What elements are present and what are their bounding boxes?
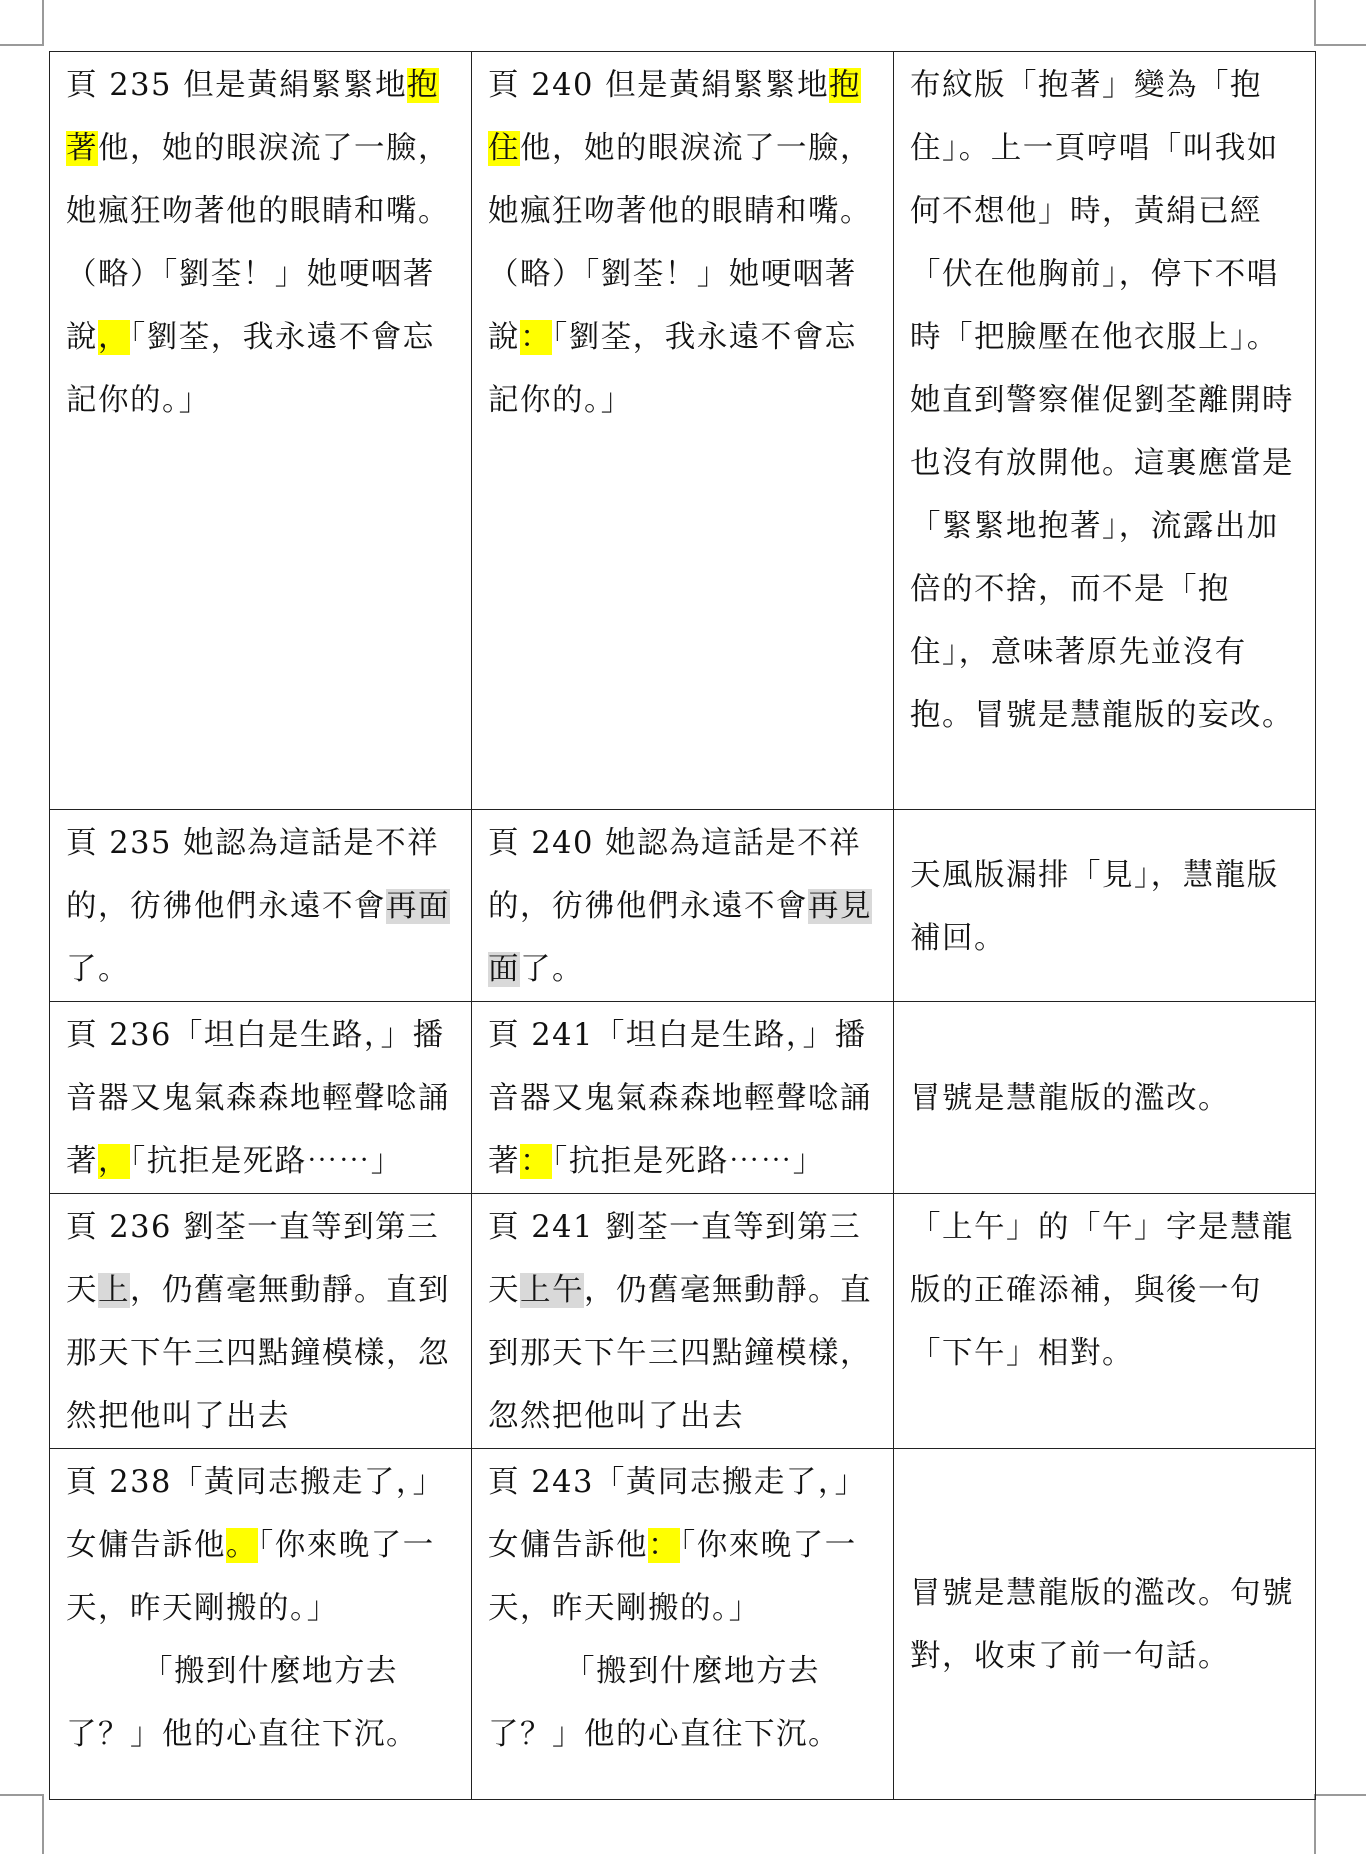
table-row [50,1194,1316,1449]
table-row [50,810,1316,1002]
note-cell: 冒號是慧龍版的濫改。句號對，收束了前一句話。 [894,1449,1316,1800]
highlight-gray: 上午 [520,1273,584,1308]
note-cell: 布紋版「抱著」變為「抱住」。上一頁哼唱「叫我如何不想他」時，黃絹已經「伏在他胸前」，停下不唱時「把臉壓在他衣服上」。她直到警察催促劉荃離開時也沒有放開他。這裏應當是「緊緊地抱著」，流露出加倍的不捨，而不是「抱住」，意味著原先並沒有抱。冒號是慧龍版的妄改。 [894,52,1316,810]
huilong-text-cell: 頁 241「坦白是生路，」播音器又鬼氣森森地輕聲唸誦著：「抗拒是死路⋯⋯」 [472,1002,894,1194]
tianfeng-text-cell: 頁 236 劉荃一直等到第三天上，仍舊毫無動靜。直到那天下午三四點鐘模樣，忽然把他叫了出去 [50,1194,472,1449]
tianfeng-text-cell: 頁 238「黃同志搬走了，」女傭告訴他。「你來晚了一天，昨天剛搬的。」 「搬到什麼地方去了？」他的心直往下沉。 [50,1449,472,1800]
comparison-table [49,51,1316,1800]
crop-mark-bottom-right-vertical [1314,1794,1316,1854]
table-row [50,1449,1316,1800]
huilong-text-cell: 頁 240 但是黃絹緊緊地抱住他，她的眼淚流了一臉，她瘋狂吻著他的眼睛和嘴。（略）「劉荃！」她哽咽著說：「劉荃，我永遠不會忘記你的。」 [472,52,894,810]
table-row [50,1002,1316,1194]
highlight-gray: 上 [98,1273,130,1308]
note-cell: 「上午」的「午」字是慧龍版的正確添補，與後一句「下午」相對。 [894,1194,1316,1449]
highlight-yellow: ： [520,320,552,355]
huilong-text-cell: 頁 240 她認為這話是不祥的，彷彿他們永遠不會再見面了。 [472,810,894,1002]
tianfeng-text-cell: 頁 235 但是黃絹緊緊地抱著他，她的眼淚流了一臉，她瘋狂吻著他的眼睛和嘴。（略）「劉荃！」她哽咽著說，「劉荃，我永遠不會忘記你的。」 [50,52,472,810]
huilong-text-cell: 頁 243「黃同志搬走了，」女傭告訴他：「你來晚了一天，昨天剛搬的。」 「搬到什麼地方去了？」他的心直往下沉。 [472,1449,894,1800]
highlight-yellow: ： [520,1144,552,1179]
crop-mark-top-right-vertical [1314,0,1316,44]
note-cell: 天風版漏排「見」，慧龍版補回。 [894,810,1316,1002]
highlight-yellow: ： [648,1528,680,1563]
crop-mark-bottom-left-horizontal [0,1794,44,1796]
highlight-yellow: 抱住 [488,68,862,166]
table-row [50,52,1316,810]
tianfeng-text-cell: 頁 235 她認為這話是不祥的，彷彿他們永遠不會再面了。 [50,810,472,1002]
crop-mark-bottom-right-horizontal [1314,1794,1366,1796]
highlight-gray: 再面 [386,889,450,924]
highlight-yellow: 抱著 [66,68,440,166]
crop-mark-top-right-horizontal [1314,44,1366,46]
crop-mark-top-left-vertical [42,0,44,44]
crop-mark-top-left-horizontal [0,44,44,46]
highlight-yellow: ， [98,320,130,355]
huilong-text-cell: 頁 241 劉荃一直等到第三天上午，仍舊毫無動靜。直到那天下午三四點鐘模樣，忽然把他叫了出去 [472,1194,894,1449]
crop-mark-bottom-left-vertical [42,1794,44,1854]
highlight-gray: 再見面 [488,889,872,987]
highlight-yellow: ， [98,1144,130,1179]
note-cell: 冒號是慧龍版的濫改。 [894,1002,1316,1194]
tianfeng-text-cell: 頁 236「坦白是生路，」播音器又鬼氣森森地輕聲唸誦著，「抗拒是死路⋯⋯」 [50,1002,472,1194]
highlight-yellow: 。 [226,1528,258,1563]
